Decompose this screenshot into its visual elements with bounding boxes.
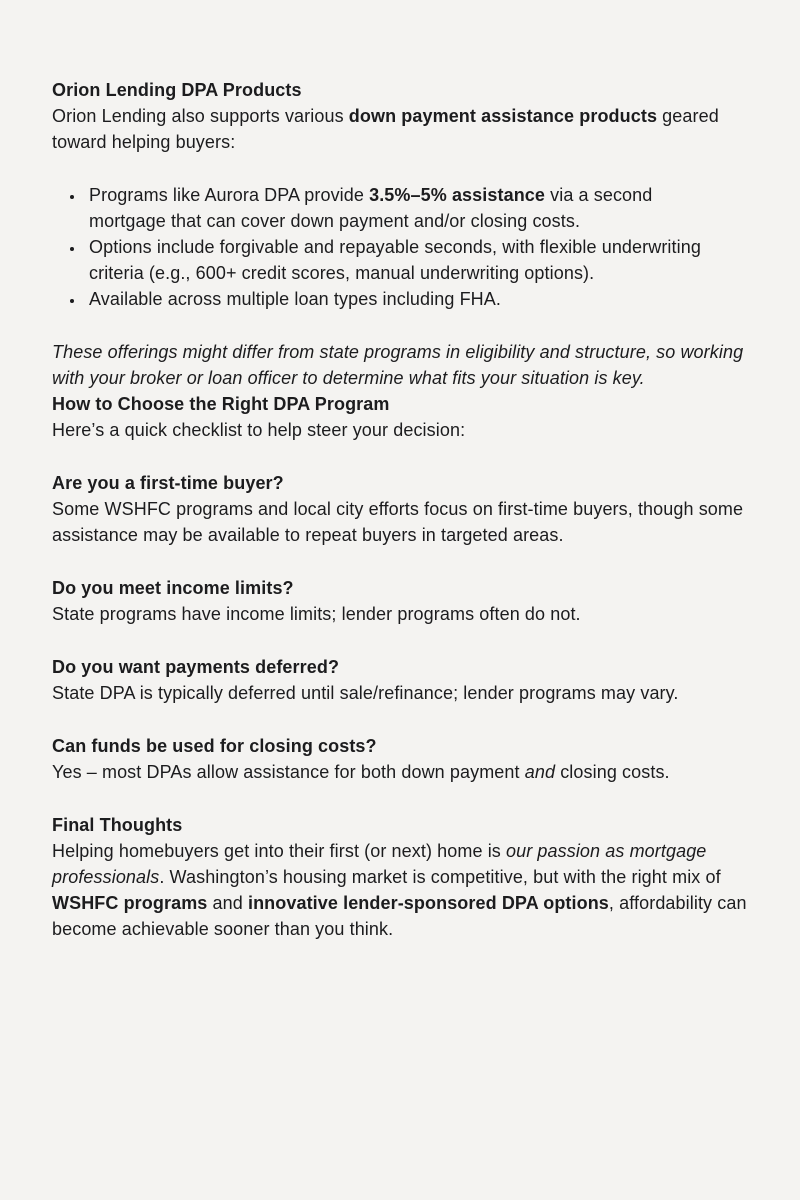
note-paragraph: These offerings might differ from state programs in eligibility and structure, so working with your broker or loan officer to determine what fits your situation is key. <box>52 342 744 388</box>
section-heading-orion-dpa: Orion Lending DPA Products <box>52 80 302 100</box>
section-orion-dpa-products <box>52 77 748 155</box>
answer-paragraph: State programs have income limits; lender programs often do not. <box>52 604 581 624</box>
section-how-to-choose <box>52 391 748 443</box>
answer-paragraph: State DPA is typically deferred until sale/refinance; lender programs may vary. <box>52 683 679 703</box>
text-run: via a second mortgage that can cover down payment and/or closing costs. <box>89 185 653 231</box>
text-run: Yes – most DPAs allow assistance for both down payment <box>52 762 525 782</box>
section-final-thoughts <box>52 812 748 942</box>
list-item-options: • Options include forgivable and repayable seconds, with flexible underwriting criteria (e.g., 600+ credit scores, manual underwriting options). <box>85 234 715 286</box>
text-run-bold: innovative lender-sponsored DPA options <box>247 893 609 913</box>
text-run: and <box>207 893 248 913</box>
dpa-bullet-list <box>52 182 715 312</box>
text-run: Programs like Aurora DPA provide <box>89 185 370 205</box>
question-heading-closing-costs: Can funds be used for closing costs? <box>52 736 377 756</box>
list-item-aurora-dpa <box>85 182 715 234</box>
text-run-italic: and <box>524 762 556 782</box>
list-item-loan-types: • Available across multiple loan types including FHA. <box>85 286 715 312</box>
text-run: closing costs. <box>555 762 670 782</box>
answer-paragraph <box>52 759 748 785</box>
text-run-italic: our passion as mortgage professionals <box>52 841 707 887</box>
text-run-bold: WSHFC programs <box>52 893 208 913</box>
text-run: , affordability can become achievable sooner than you think. <box>52 893 747 939</box>
text-run: . Washington’s housing market is competitive, but with the right mix of <box>159 867 721 887</box>
checklist-intro-paragraph: Here’s a quick checklist to help steer your decision: <box>52 420 466 440</box>
section-payments-deferred <box>52 654 748 706</box>
text-run-bold: 3.5%–5% assistance <box>369 185 546 205</box>
section-heading-final-thoughts: Final Thoughts <box>52 815 183 835</box>
intro-paragraph <box>52 103 748 155</box>
text-run: geared toward helping buyers: <box>52 106 719 152</box>
final-thoughts-paragraph <box>52 838 748 942</box>
section-closing-costs <box>52 733 748 785</box>
answer-paragraph: Some WSHFC programs and local city efforts focus on first-time buyers, though some assistance may be available to repeat buyers in targeted areas. <box>52 499 744 545</box>
question-heading-first-time-buyer: Are you a first-time buyer? <box>52 473 284 493</box>
question-heading-payments-deferred: Do you want payments deferred? <box>52 657 340 677</box>
section-first-time-buyer <box>52 470 748 548</box>
section-income-limits <box>52 575 748 627</box>
section-heading-how-to-choose: How to Choose the Right DPA Program <box>52 394 390 414</box>
text-run: Orion Lending also supports various <box>52 106 349 126</box>
text-run: Helping homebuyers get into their first (or next) home is <box>52 841 506 861</box>
text-run-bold: down payment assistance products <box>348 106 658 126</box>
question-heading-income-limits: Do you meet income limits? <box>52 578 294 598</box>
